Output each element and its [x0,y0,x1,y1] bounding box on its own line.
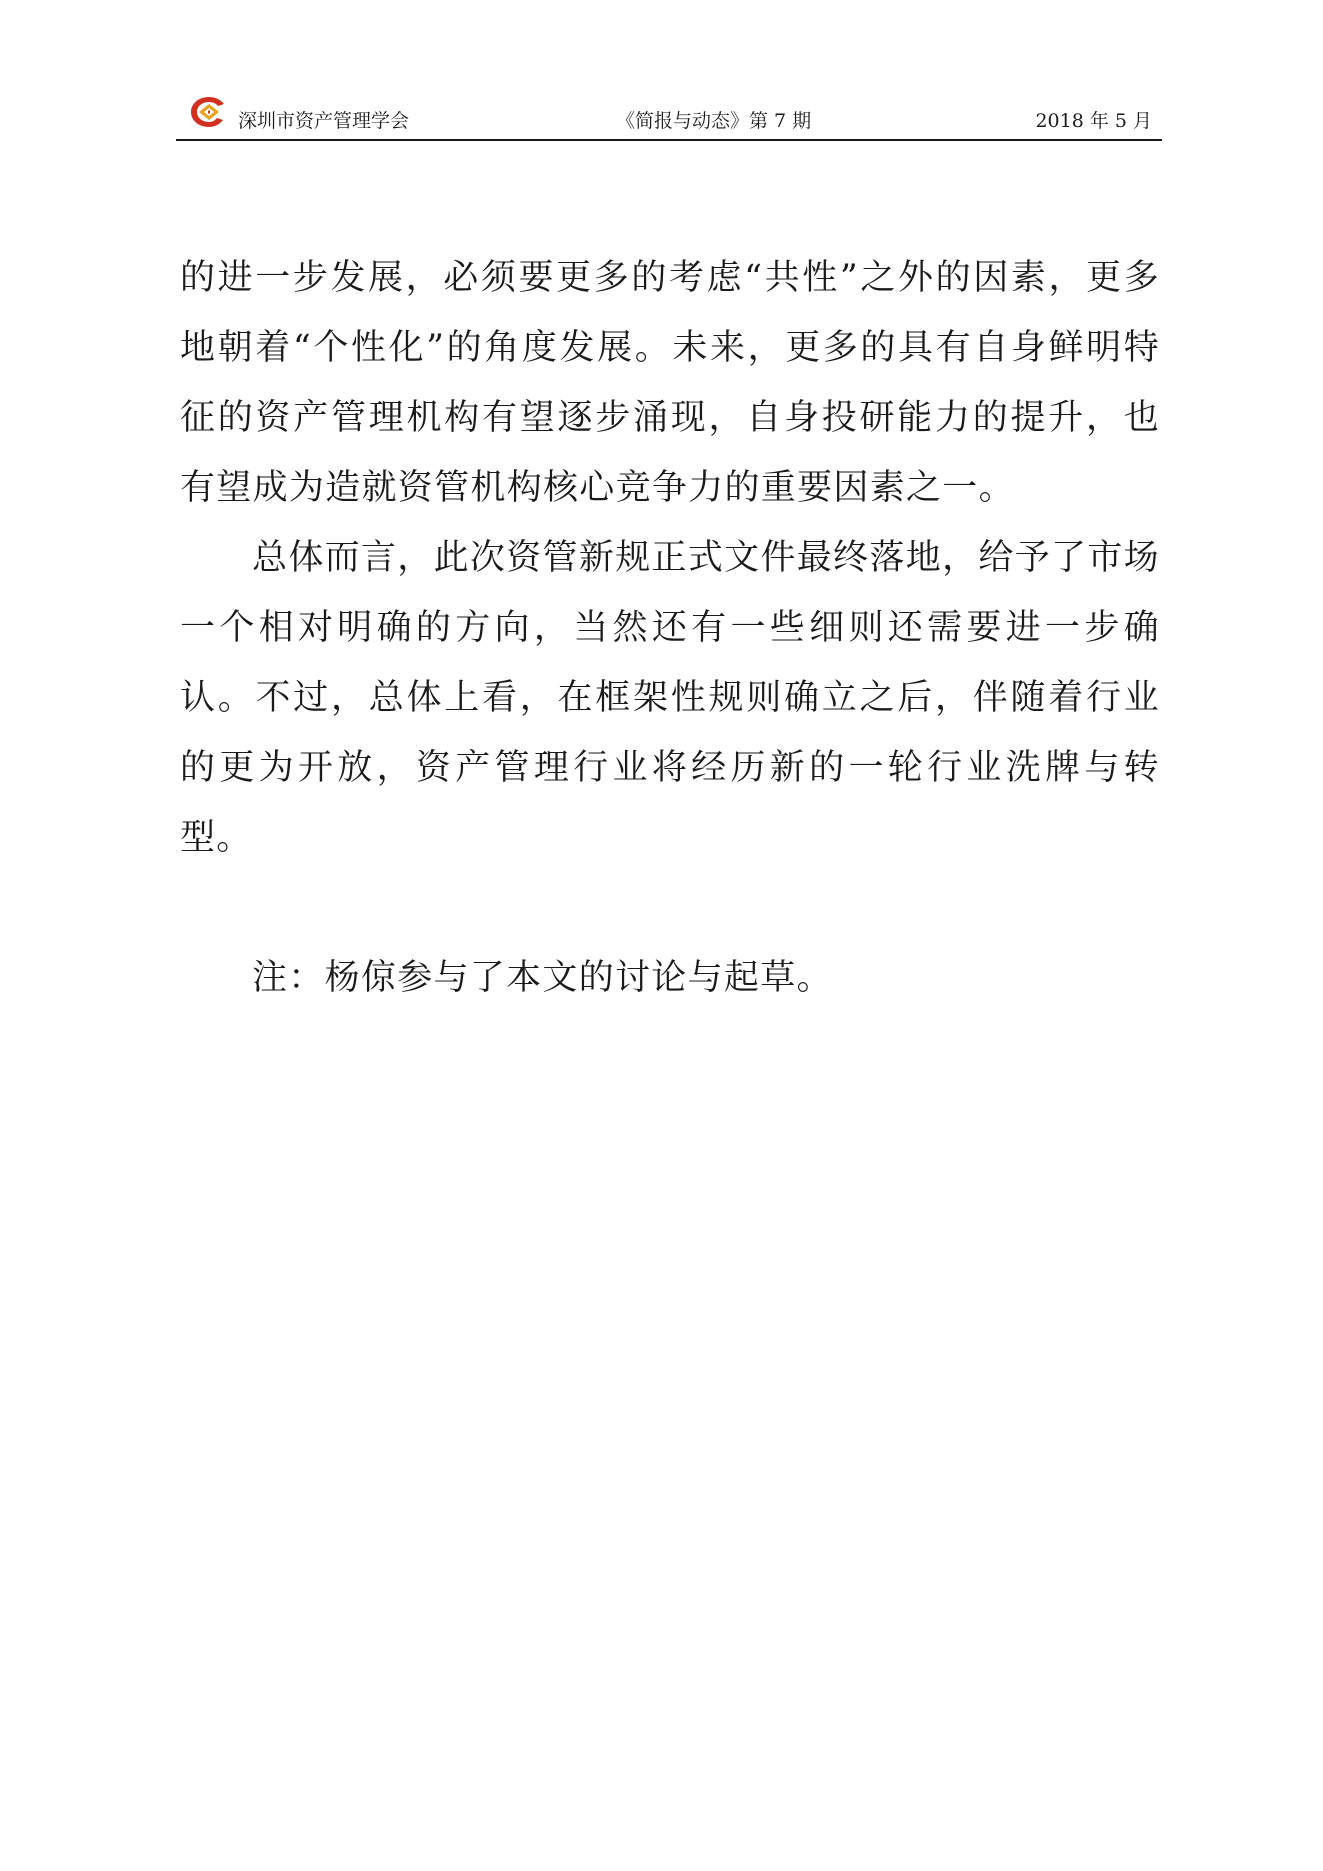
society-logo-icon [188,94,230,130]
page-header [176,92,1162,140]
author-note: 注：杨倞参与了本文的讨论与起草。 [252,958,833,998]
paragraph-conclusion: 总体而言，此次资管新规正式文件最终落地，给予了市场一个相对明确的方向，当然还有一些细则还需要进一步确认。不过，总体上看，在框架性规则确立之后，伴随着行业的更为开放，资产管理行业将经历新的一轮行业洗牌与转型。 [180,538,1160,858]
header-divider [176,139,1162,141]
issue-date: 2018 年 5 月 [1035,110,1152,132]
issue-title: 《简报与动态》第 7 期 [616,110,812,132]
paragraph-continuation: 的进一步发展，必须要更多的考虑“共性”之外的因素，更多地朝着“个性化”的角度发展。未来，更多的具有自身鲜明特征的资产管理机构有望逐步涌现，自身投研能力的提升，也有望成为造就资管机构核心竞争力的重要因素之一。 [180,258,1160,508]
organization-name: 深圳市资产管理学会 [238,110,410,132]
article-body [180,243,1160,1013]
